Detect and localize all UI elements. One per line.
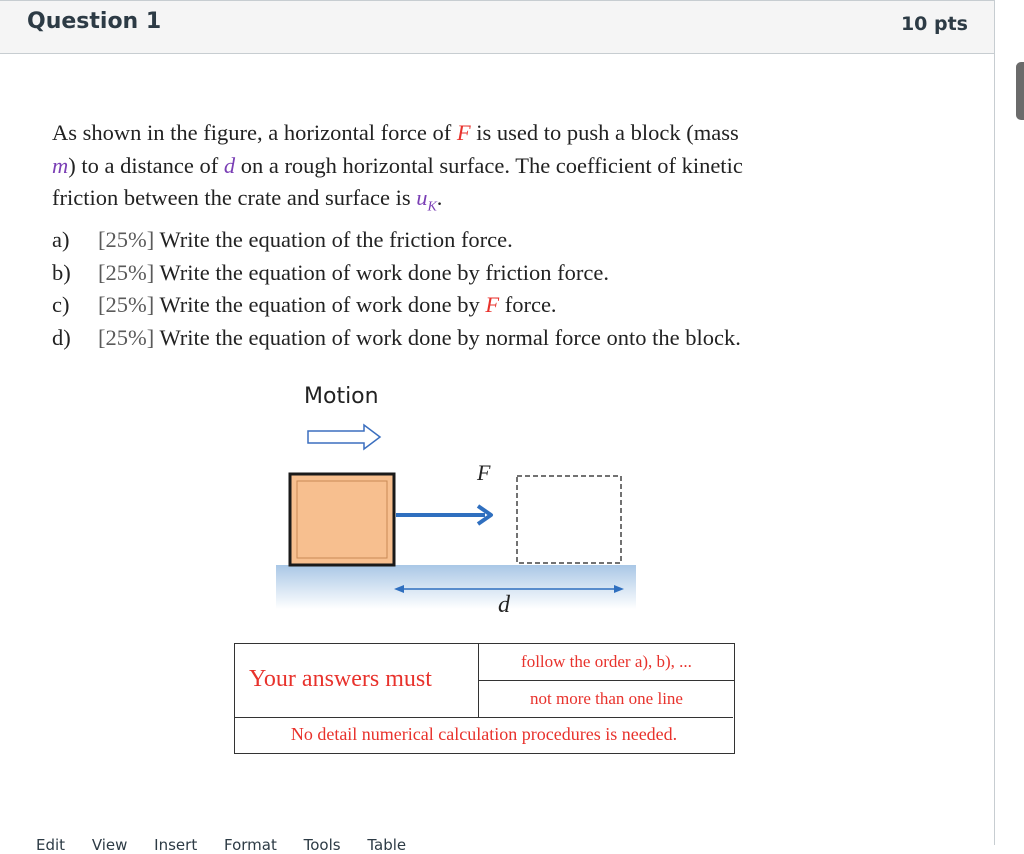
item-text: Write the equation of the friction force. bbox=[154, 227, 513, 252]
item-percent: [25%] bbox=[98, 227, 155, 252]
force-label: F bbox=[477, 460, 491, 485]
text: As shown in the figure, a horizontal force of bbox=[52, 120, 457, 145]
rules-order-text: follow the order a), b), ... bbox=[521, 652, 692, 671]
text: . bbox=[436, 185, 443, 210]
rules-left-cell bbox=[235, 644, 479, 717]
text: ) to a distance of bbox=[68, 152, 224, 178]
item-letter: a) bbox=[52, 227, 70, 252]
var-u-subscript: K bbox=[427, 199, 437, 215]
var-d: d bbox=[223, 152, 236, 178]
item-text: Write the equation of work done by bbox=[154, 292, 486, 317]
block bbox=[290, 474, 394, 565]
item-text: force. bbox=[499, 292, 557, 317]
var-u: u bbox=[416, 185, 428, 210]
rules-cell-order bbox=[479, 644, 734, 681]
rules-cell-line bbox=[479, 681, 734, 717]
item-letter: c) bbox=[52, 292, 70, 317]
item-text: Write the equation of work done by normal force onto the block. bbox=[154, 324, 741, 350]
motion-arrow-icon bbox=[308, 425, 380, 449]
answer-rules-table bbox=[234, 643, 735, 754]
text: friction between the crate and surface is bbox=[52, 185, 417, 210]
item-letter: b) bbox=[52, 259, 71, 285]
item-letter: d) bbox=[52, 324, 71, 350]
surface bbox=[276, 565, 636, 609]
question-points: 10 pts bbox=[900, 13, 968, 35]
rules-cell-bottom bbox=[235, 717, 733, 753]
dashed-final-block bbox=[517, 476, 621, 563]
motion-label: Motion bbox=[304, 384, 379, 409]
rules-line-text: not more than one line bbox=[530, 689, 683, 708]
item-percent: [25%] bbox=[98, 259, 155, 285]
item-percent: [25%] bbox=[98, 324, 155, 350]
text: is used to push a block (mass bbox=[470, 120, 739, 145]
var-F: F bbox=[485, 292, 500, 317]
rules-left-text: Your answers must bbox=[249, 666, 432, 692]
item-percent: [25%] bbox=[98, 292, 155, 317]
item-text: Write the equation of work done by friction force. bbox=[154, 259, 610, 285]
rules-bottom-text: No detail numerical calculation procedures is needed. bbox=[290, 724, 678, 744]
var-F: F bbox=[456, 120, 471, 145]
text: on a rough horizontal surface. The coefficient of kinetic bbox=[235, 152, 743, 178]
distance-label: d bbox=[498, 592, 510, 618]
question-title: Question 1 bbox=[27, 9, 162, 34]
editor-menubar-partial[interactable]: Edit View Insert Format Tools Table bbox=[36, 836, 407, 854]
var-m: m bbox=[52, 152, 69, 178]
